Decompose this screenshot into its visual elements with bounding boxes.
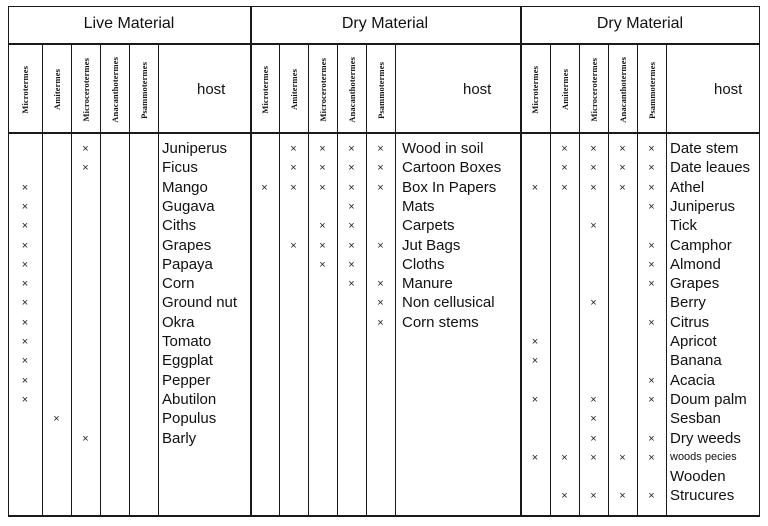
presence-mark: × <box>21 200 29 213</box>
presence-mark: × <box>319 220 326 233</box>
column-divider <box>158 45 159 515</box>
presence-mark: × <box>21 374 29 387</box>
host-name: Populus <box>162 410 217 428</box>
presence-mark: × <box>590 181 597 194</box>
genus-header-label: Anacanthotermes <box>109 57 120 123</box>
host-name: Jut Bags <box>402 236 461 254</box>
host-name: Dry weeds <box>670 429 741 447</box>
presence-mark: × <box>561 451 568 464</box>
host-column-header: host <box>714 81 743 98</box>
presence-mark: × <box>348 162 355 175</box>
host-name: Wood in soil <box>402 140 484 157</box>
host-name: Ciths <box>162 217 197 235</box>
presence-mark: × <box>590 490 597 503</box>
presence-mark: × <box>53 413 60 426</box>
genus-header <box>608 50 637 130</box>
host-name: Carpets <box>402 217 455 235</box>
presence-mark: × <box>531 355 539 368</box>
presence-mark: × <box>561 181 568 194</box>
presence-mark: × <box>648 239 655 252</box>
genus-header <box>520 50 550 130</box>
host-column-header: host <box>463 81 492 98</box>
genus-header-label: Microtermes <box>259 66 270 114</box>
host-name: Date leaues <box>670 159 751 177</box>
host-column-header: host <box>197 81 226 98</box>
genus-header-label: Amitermes <box>559 69 570 111</box>
presence-mark: × <box>590 432 597 445</box>
presence-mark: × <box>348 278 355 291</box>
host-name: Eggplat <box>162 352 213 370</box>
presence-mark: × <box>590 393 597 406</box>
presence-mark: × <box>290 181 297 194</box>
presence-mark: × <box>21 393 29 406</box>
presence-mark: × <box>348 200 355 213</box>
genus-header-label: Anacanthotermes <box>617 57 628 123</box>
presence-mark: × <box>377 143 384 155</box>
genus-header <box>42 50 71 130</box>
presence-mark: × <box>21 220 29 233</box>
presence-mark: × <box>531 336 539 348</box>
genus-header <box>71 50 100 130</box>
genus-header-label: Psammotermes <box>646 61 657 119</box>
host-name: Date stem <box>670 140 739 157</box>
genus-header-label: Psammotermes <box>375 61 386 119</box>
genus-header <box>250 50 279 130</box>
genus-header <box>579 50 608 130</box>
genus-header <box>337 50 366 130</box>
presence-mark: × <box>590 297 597 310</box>
genus-header <box>279 50 308 130</box>
presence-mark: × <box>648 451 655 464</box>
presence-mark: × <box>21 258 29 271</box>
presence-mark: × <box>348 143 355 155</box>
presence-mark: × <box>648 393 655 406</box>
genus-header-label: Microcerotermes <box>80 58 91 122</box>
presence-mark: × <box>590 413 597 426</box>
host-name: Grapes <box>670 275 720 293</box>
host-name: woods pecies <box>670 450 737 463</box>
host-name: Mats <box>402 197 435 215</box>
host-name: Gugava <box>162 197 215 215</box>
host-name: Abutilon <box>162 390 217 408</box>
presence-mark: × <box>377 239 384 252</box>
presence-mark: × <box>348 258 355 271</box>
presence-mark: × <box>648 374 655 387</box>
host-name: Papaya <box>162 255 213 273</box>
presence-mark: × <box>590 220 597 233</box>
presence-mark: × <box>82 143 89 155</box>
host-name: Barly <box>162 429 197 447</box>
presence-mark: × <box>21 239 29 252</box>
host-name: Berry <box>670 294 706 312</box>
table-bottom-border <box>8 515 760 517</box>
genus-header <box>550 50 579 130</box>
presence-mark: × <box>619 162 626 175</box>
host-name: Athel <box>670 178 705 196</box>
section-title: Live Material <box>83 15 175 32</box>
presence-mark: × <box>21 181 29 194</box>
presence-mark: × <box>561 490 568 503</box>
host-name: Non cellusical <box>402 294 495 312</box>
genus-header <box>8 50 42 130</box>
host-name: Sesban <box>670 410 721 428</box>
host-name: Okra <box>162 313 195 331</box>
host-name: Cloths <box>402 255 445 273</box>
host-name: Pepper <box>162 371 211 389</box>
presence-mark: × <box>290 239 297 252</box>
title-row-divider <box>8 43 760 45</box>
host-name: Banana <box>670 352 722 370</box>
presence-mark: × <box>648 162 655 175</box>
column-divider <box>666 45 667 515</box>
genus-header-label: Microtermes <box>530 66 540 114</box>
presence-mark: × <box>348 220 355 233</box>
presence-mark: × <box>21 297 29 310</box>
presence-mark: × <box>648 432 655 445</box>
header-row-divider <box>8 132 760 134</box>
host-name: Camphor <box>670 236 732 254</box>
genus-header-label: Amitermes <box>51 69 62 111</box>
presence-mark: × <box>648 143 655 155</box>
host-name: Grapes <box>162 236 212 254</box>
host-name: Juniperus <box>670 197 736 215</box>
presence-mark: × <box>648 316 655 329</box>
genus-header <box>129 50 158 130</box>
host-name: Tick <box>670 217 697 235</box>
presence-mark: × <box>377 162 384 175</box>
presence-mark: × <box>561 162 568 175</box>
presence-mark: × <box>348 239 355 252</box>
presence-mark: × <box>377 316 384 329</box>
presence-mark: × <box>21 355 29 368</box>
presence-mark: × <box>619 143 626 155</box>
presence-mark: × <box>377 278 384 291</box>
host-name: Strucures <box>670 487 735 505</box>
host-name: Ground nut <box>162 294 238 312</box>
presence-mark: × <box>531 393 539 406</box>
presence-mark: × <box>531 181 539 194</box>
host-name: Tomato <box>162 333 212 350</box>
presence-mark: × <box>21 316 29 329</box>
genus-header <box>366 50 395 130</box>
presence-mark: × <box>619 451 626 464</box>
presence-mark: × <box>319 181 326 194</box>
table-right-border <box>759 6 760 517</box>
presence-mark: × <box>290 143 297 155</box>
presence-mark: × <box>21 278 29 291</box>
presence-mark: × <box>377 297 384 310</box>
presence-mark: × <box>21 336 29 348</box>
presence-mark: × <box>648 278 655 291</box>
host-name: Acacia <box>670 371 716 389</box>
host-name: Citrus <box>670 313 710 331</box>
host-name: Corn <box>162 275 195 293</box>
genus-header <box>637 50 666 130</box>
host-name: Manure <box>402 275 453 293</box>
presence-mark: × <box>82 162 89 175</box>
genus-header-label: Anacanthotermes <box>346 57 357 123</box>
host-name: Doum palm <box>670 390 747 408</box>
presence-mark: × <box>619 490 626 503</box>
column-divider <box>395 45 396 515</box>
presence-mark: × <box>261 181 268 194</box>
genus-header-label: Microcerotermes <box>317 58 328 122</box>
presence-mark: × <box>319 258 326 271</box>
genus-header-label: Psammotermes <box>138 61 149 119</box>
genus-header <box>100 50 129 130</box>
presence-mark: × <box>319 162 326 175</box>
genus-header-label: Microcerotermes <box>588 58 599 122</box>
host-name: Juniperus <box>162 140 228 157</box>
presence-mark: × <box>290 162 297 175</box>
host-name: Box In Papers <box>402 178 497 196</box>
presence-mark: × <box>619 181 626 194</box>
section-title: Dry Material <box>596 15 684 32</box>
presence-mark: × <box>590 162 597 175</box>
presence-mark: × <box>82 432 89 445</box>
host-name: Wooden <box>670 468 726 486</box>
presence-mark: × <box>648 490 655 503</box>
host-name: Ficus <box>162 159 198 177</box>
presence-mark: × <box>590 143 597 155</box>
presence-mark: × <box>648 181 655 194</box>
presence-mark: × <box>648 258 655 271</box>
host-name: Mango <box>162 178 208 196</box>
presence-mark: × <box>561 143 568 155</box>
presence-mark: × <box>648 200 655 213</box>
presence-mark: × <box>348 181 355 194</box>
host-name: Apricot <box>670 333 717 350</box>
genus-header-label: Microtermes <box>20 66 30 114</box>
presence-mark: × <box>377 181 384 194</box>
genus-header-label: Amitermes <box>288 69 299 111</box>
presence-mark: × <box>531 451 539 464</box>
presence-mark: × <box>590 451 597 464</box>
section-title: Dry Material <box>341 15 429 32</box>
host-name: Cartoon Boxes <box>402 159 502 177</box>
genus-header <box>308 50 337 130</box>
host-name: Corn stems <box>402 313 479 331</box>
presence-mark: × <box>319 239 326 252</box>
presence-mark: × <box>319 143 326 155</box>
host-name: Almond <box>670 255 721 273</box>
